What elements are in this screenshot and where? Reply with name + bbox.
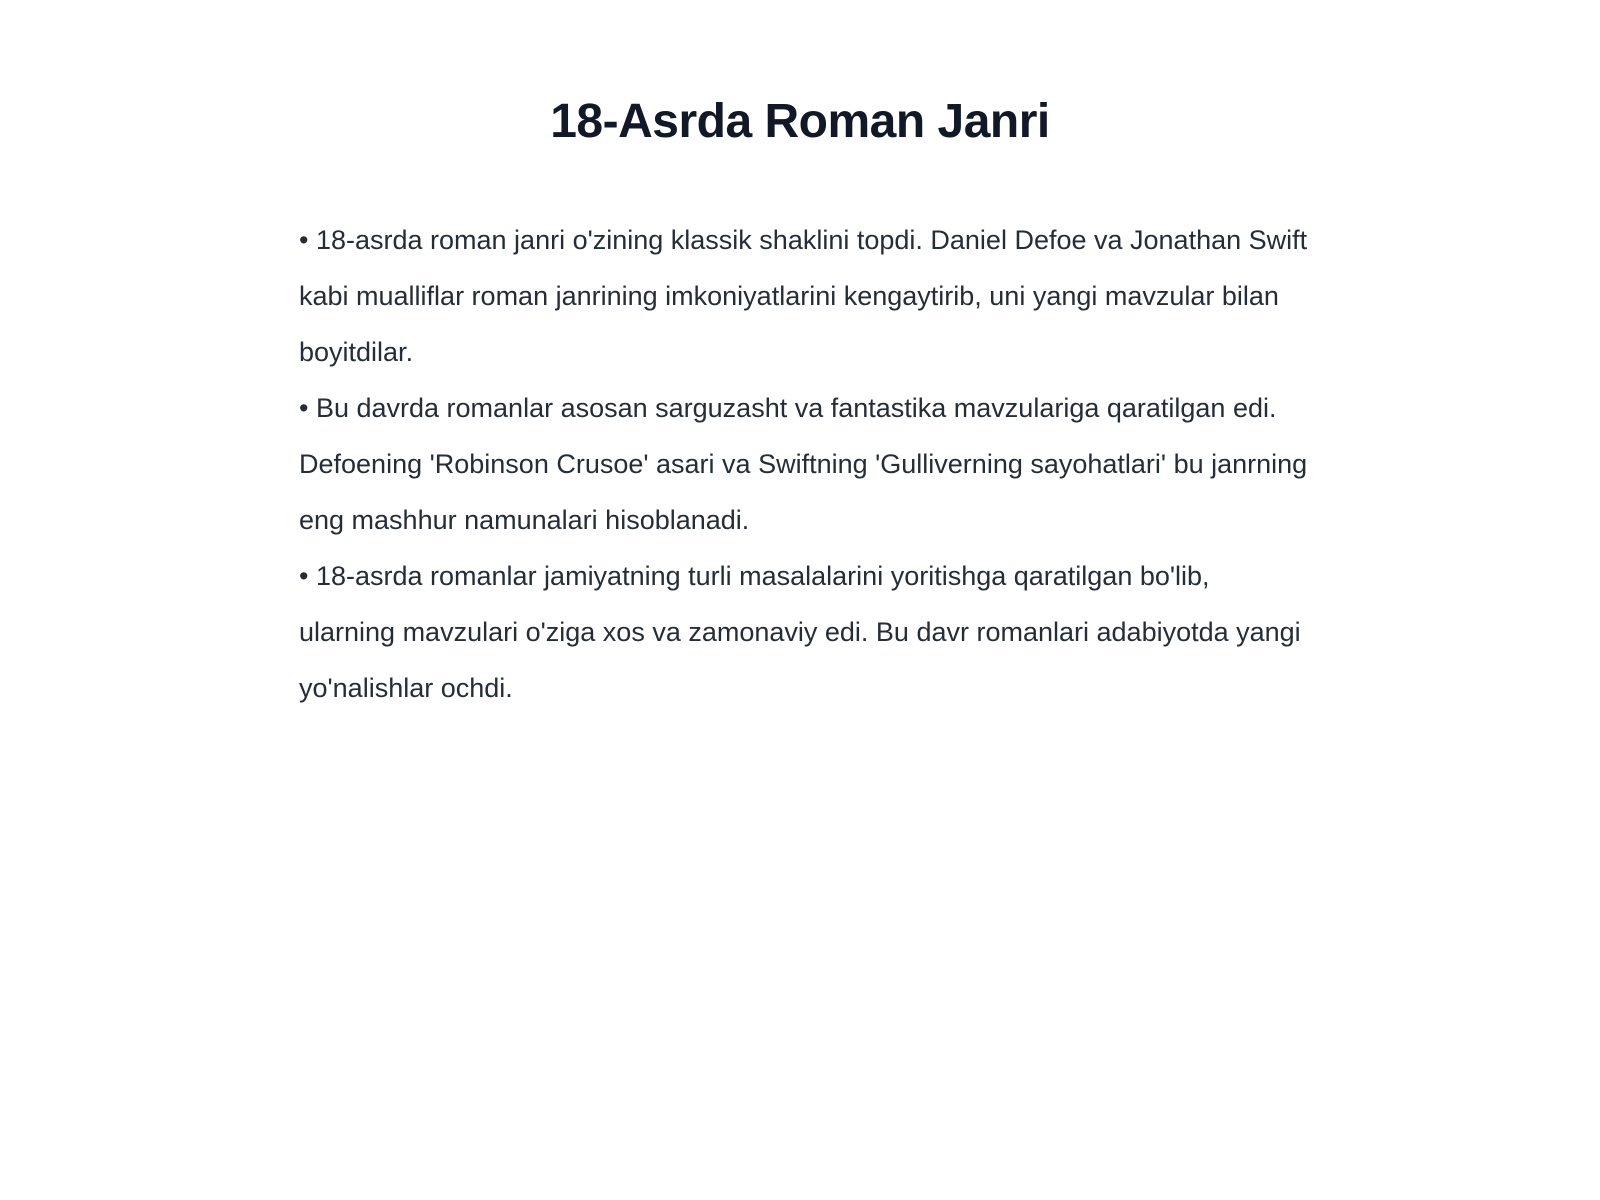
bullet-item: • 18-asrda romanlar jamiyatning turli masalalarini yoritishga qaratilgan bo'lib, ularning mavzulari o'ziga xos va zamonaviy edi. Bu davr romanlari adabiyotda yangi yo'nalishlar ochdi.	[299, 561, 1301, 703]
bullet-item: • 18-asrda roman janri o'zining klassik shaklini topdi. Daniel Defoe va Jonathan Swift kabi mualliflar roman janrining imkoniyatlarini kengaytirib, uni yangi mavzular bilan boyitdilar.	[299, 225, 1308, 367]
slide-title: 18-Asrda Roman Janri	[550, 95, 1050, 148]
bullet-item: • Bu davrda romanlar asosan sarguzasht va fantastika mavzulariga qaratilgan edi. Defoening 'Robinson Crusoe' asari va Swiftning 'Gulliverning sayohatlari' bu janrning eng mashhur namunalari hisoblanadi.	[299, 393, 1308, 535]
bullet-list	[299, 212, 1309, 716]
